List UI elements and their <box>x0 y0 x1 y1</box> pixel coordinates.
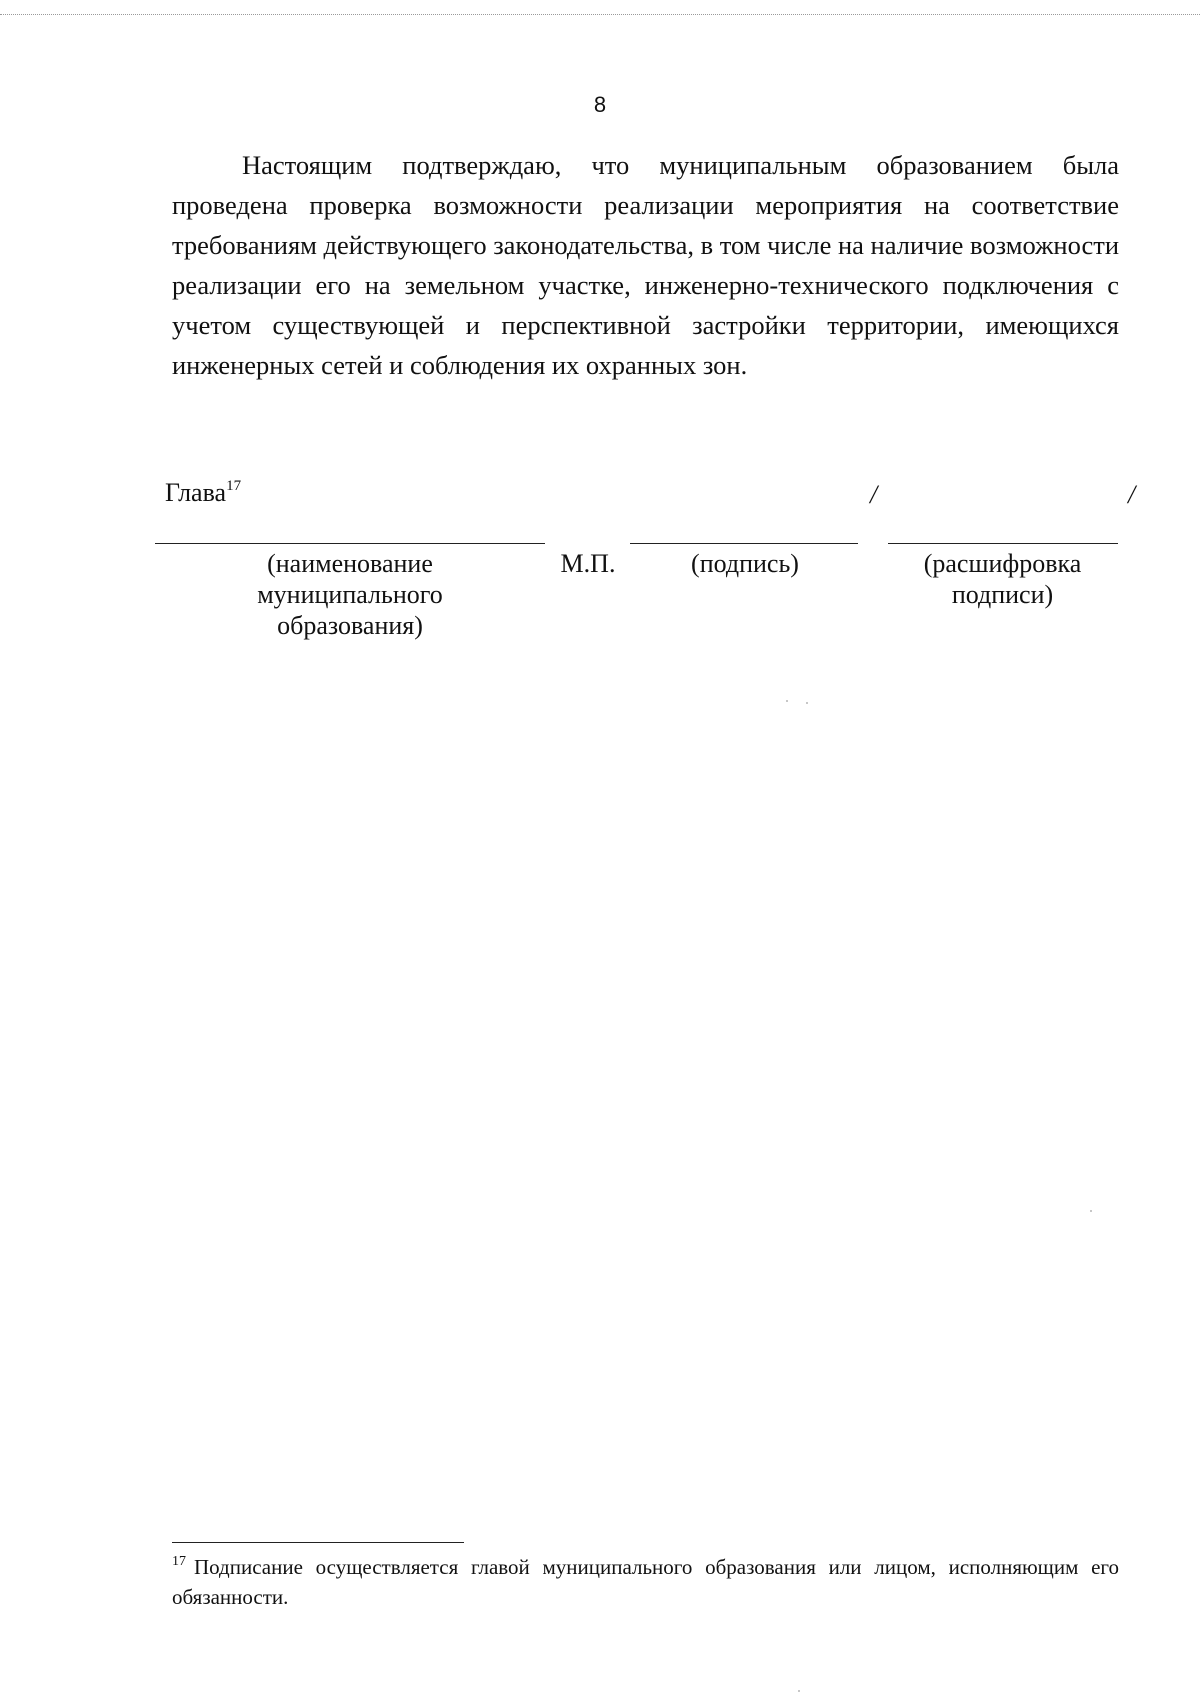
stamp-place-caption: М.П. <box>560 549 616 578</box>
caption-line: (наименование <box>267 549 433 578</box>
separator-slash: / <box>1128 480 1136 509</box>
footnote <box>172 1552 1119 1612</box>
page-number: 8 <box>593 92 607 117</box>
signature-line <box>630 543 858 544</box>
separator-slash: / <box>870 480 878 509</box>
signature-decode-line <box>888 543 1118 544</box>
caption-line: (расшифровка <box>923 549 1082 578</box>
footnote-reference: 17 <box>226 478 242 494</box>
municipality-name-caption <box>200 548 500 641</box>
footnote-separator <box>172 1542 464 1543</box>
signature-block <box>0 0 1200 700</box>
caption-line: подписи) <box>951 580 1054 609</box>
confirmation-paragraph: Настоящим подтверждаю, что муниципальным образованием была проведена проверка возможности реализации мероприятия на соответствие требованиям действующего законодательства, в том числе на наличие возможности реализации его на земельном участке, инженерно-технического подключения с учетом существующей и перспективной застройки территории, имеющихся инженерных сетей и соблюдения их охранных зон. <box>172 150 1119 380</box>
head-label <box>165 478 241 508</box>
signature-decode-caption <box>880 548 1125 610</box>
scan-speck <box>798 1690 800 1692</box>
head-label-text: Глава <box>165 478 227 507</box>
footnote-text: Подписание осуществляется главой муниципального образования или лицом, исполняющим его обязанности. <box>172 1555 1119 1609</box>
scan-speck <box>786 700 788 702</box>
caption-line: муниципального <box>257 580 443 609</box>
signature-caption: (подпись) <box>691 549 799 578</box>
scan-speck <box>1090 1210 1092 1212</box>
footnote-number: 17 <box>172 1554 186 1569</box>
caption-line: образования) <box>277 611 423 640</box>
scan-speck <box>806 702 808 704</box>
municipality-name-line <box>155 543 545 544</box>
